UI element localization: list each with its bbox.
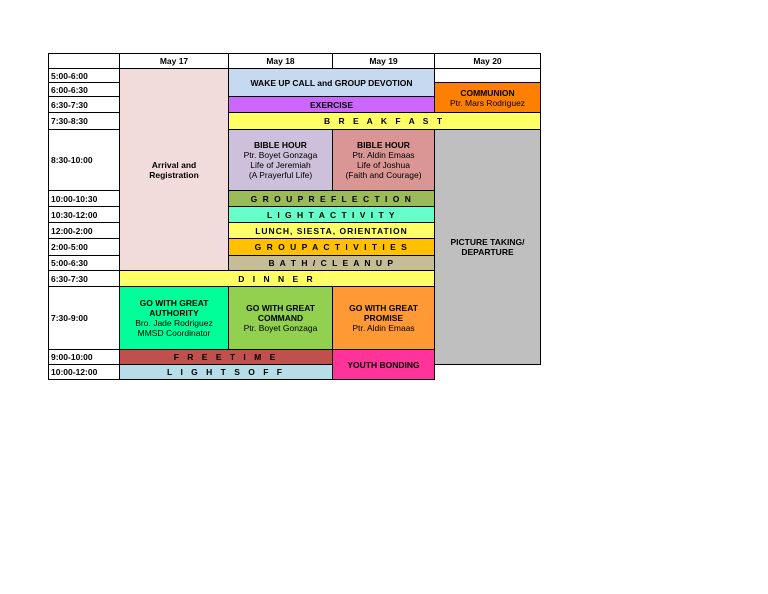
- time-slot: 5:00-6:30: [49, 256, 120, 271]
- event-bath: B A T H / C L E A N U P: [229, 256, 435, 271]
- schedule-table: [48, 53, 541, 380]
- event-group-activities: G R O U P A C T I V I T I E S: [229, 239, 435, 256]
- event-arrival: Arrival and Registration: [120, 69, 229, 271]
- empty-cell: [435, 69, 541, 83]
- event-lights-off: L I G H T S O F F: [120, 365, 333, 380]
- event-dinner: D I N N E R: [120, 271, 435, 287]
- event-communion: COMMUNION Ptr. Mars Rodriguez: [435, 83, 541, 113]
- time-slot: 10:30-12:00: [49, 207, 120, 223]
- time-slot: 6:30-7:30: [49, 271, 120, 287]
- header-day4: May 20: [435, 54, 541, 69]
- time-slot: 7:30-9:00: [49, 287, 120, 350]
- time-slot: 10:00-12:00: [49, 365, 120, 380]
- event-great-authority: GO WITH GREAT AUTHORITY Bro. Jade Rodriguez MMSD Coordinator: [120, 287, 229, 350]
- event-breakfast: B R E A K F A S T: [229, 113, 541, 130]
- event-great-promise: GO WITH GREAT PROMISE Ptr. Aldin Emaas: [333, 287, 435, 350]
- time-slot: 9:00-10:00: [49, 350, 120, 365]
- event-free-time: F R E E T I M E: [120, 350, 333, 365]
- time-slot: 5:00-6:00: [49, 69, 120, 83]
- corner-cell: [49, 54, 120, 69]
- event-bible-hour-2: BIBLE HOUR Ptr. Aldin Emaas Life of Joshua (Faith and Courage): [333, 130, 435, 191]
- time-slot: 10:00-10:30: [49, 191, 120, 207]
- event-youth-bonding: YOUTH BONDING: [333, 350, 435, 380]
- time-slot: 6:30-7:30: [49, 97, 120, 113]
- event-bible-hour-1: BIBLE HOUR Ptr. Boyet Gonzaga Life of Jeremiah (A Prayerful Life): [229, 130, 333, 191]
- event-lunch: LUNCH, SIESTA, ORIENTATION: [229, 223, 435, 239]
- time-slot: 7:30-8:30: [49, 113, 120, 130]
- event-light-activity: L I G H T A C T I V I T Y: [229, 207, 435, 223]
- time-slot: 8:30-10:00: [49, 130, 120, 191]
- event-group-reflection: G R O U P R E F L E C T I O N: [229, 191, 435, 207]
- header-day3: May 19: [333, 54, 435, 69]
- time-slot: 12:00-2:00: [49, 223, 120, 239]
- event-picture-departure: PICTURE TAKING/ DEPARTURE: [435, 130, 541, 365]
- header-day2: May 18: [229, 54, 333, 69]
- event-wakeup: WAKE UP CALL and GROUP DEVOTION: [229, 69, 435, 97]
- header-day1: May 17: [120, 54, 229, 69]
- event-great-command: GO WITH GREAT COMMAND Ptr. Boyet Gonzaga: [229, 287, 333, 350]
- event-exercise: EXERCISE: [229, 97, 435, 113]
- time-slot: 6:00-6:30: [49, 83, 120, 97]
- time-slot: 2:00-5:00: [49, 239, 120, 256]
